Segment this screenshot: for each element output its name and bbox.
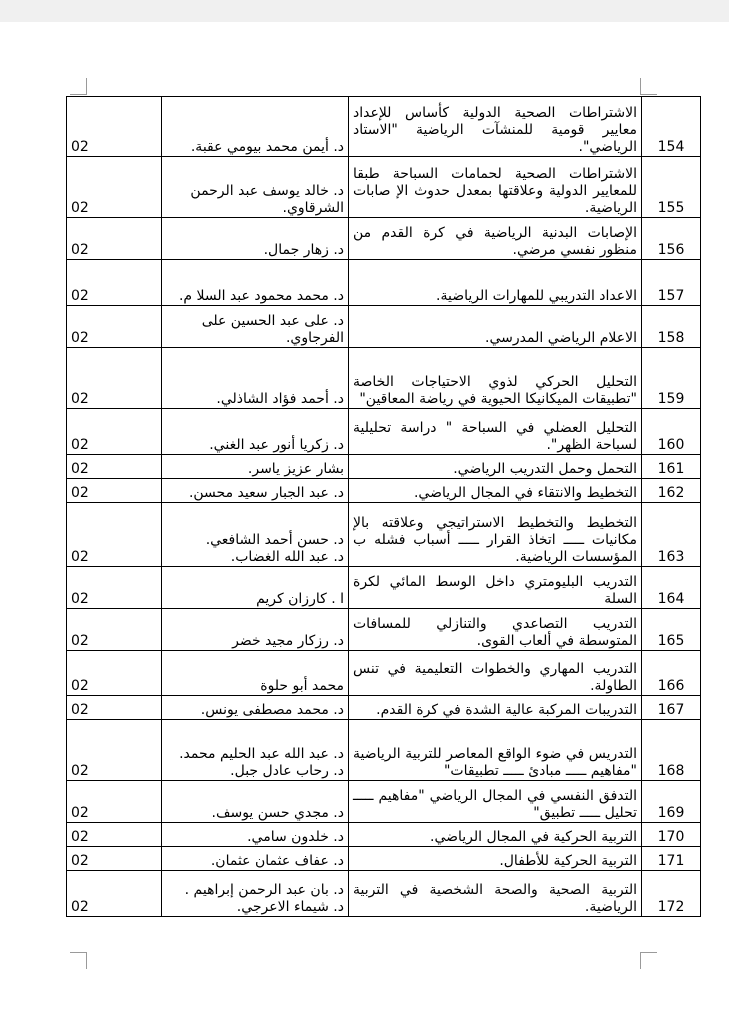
crop-mark-bottom-right <box>640 952 657 969</box>
row-code: 02 <box>67 651 162 696</box>
table-row <box>67 651 701 696</box>
row-number: 172 <box>642 871 701 917</box>
row-author <box>162 503 349 567</box>
author-name: د. رزكار مجيد خضر <box>232 633 344 649</box>
row-code: 02 <box>67 871 162 917</box>
author-name: د. زهار جمال. <box>263 242 344 258</box>
table-row <box>67 455 701 479</box>
row-author <box>162 218 349 260</box>
table-row <box>67 503 701 567</box>
row-code: 02 <box>67 348 162 409</box>
row-author <box>162 871 349 917</box>
row-code: 02 <box>67 847 162 871</box>
row-number: 162 <box>642 479 701 503</box>
row-number: 157 <box>642 260 701 306</box>
row-code: 02 <box>67 157 162 218</box>
author-name-second: د. شيماء الاعرجي. <box>236 899 344 915</box>
table-row <box>67 306 701 348</box>
row-code: 02 <box>67 781 162 823</box>
row-title: التدريس في ضوء الواقع المعاصر للتربية الرياضية "مفاهيم ـــــ مبادئ ـــــ تطبيقات" <box>349 720 642 781</box>
row-title: التخطيط والتخطيط الاستراتيجي وعلاقته بالإ مكانيات ـــــ اتخاذ القرار ـــــ أسباب فشله ب المؤسسات الرياضية. <box>349 503 642 567</box>
row-author <box>162 781 349 823</box>
row-author <box>162 479 349 503</box>
table-row <box>67 157 701 218</box>
author-name: د. محمد مصطفى يونس. <box>200 702 344 718</box>
row-code: 02 <box>67 306 162 348</box>
row-code: 02 <box>67 567 162 609</box>
row-title: الاعلام الرياضي المدرسي. <box>349 306 642 348</box>
author-name: د. خلدون سامي. <box>247 829 344 845</box>
author-name: بشار عزيز ياسر. <box>247 461 344 477</box>
author-name: محمد أبو حلوة <box>260 678 344 694</box>
author-name-second: د. عبد الله الغضاب. <box>230 549 344 565</box>
row-number: 159 <box>642 348 701 409</box>
crop-mark-top-right <box>640 78 657 95</box>
table-row <box>67 696 701 720</box>
row-author <box>162 823 349 847</box>
row-title: التحمل وحمل التدريب الرياضي. <box>349 455 642 479</box>
row-title: التخطيط والانتقاء في المجال الرياضي. <box>349 479 642 503</box>
row-number: 163 <box>642 503 701 567</box>
row-number: 158 <box>642 306 701 348</box>
table-row <box>67 97 701 157</box>
row-number: 155 <box>642 157 701 218</box>
row-title: التربية الصحية والصحة الشخصية في التربية الرياضية. <box>349 871 642 917</box>
book-list-table <box>66 96 701 917</box>
table-row <box>67 781 701 823</box>
table-row <box>67 823 701 847</box>
row-title: التدريبات المركبة عالية الشدة في كرة القدم. <box>349 696 642 720</box>
row-author <box>162 455 349 479</box>
row-author <box>162 97 349 157</box>
row-title: التربية الحركية في المجال الرياضي. <box>349 823 642 847</box>
row-title: الاشتراطات الصحية الدولية كأساس للإعداد معايير قومية للمنشآت الرياضية "الاستاد الرياضي". <box>349 97 642 157</box>
row-number: 154 <box>642 97 701 157</box>
author-name: د. أيمن محمد بيومي عقبة. <box>190 139 344 155</box>
row-code: 02 <box>67 609 162 651</box>
author-name: ا . كارزان كريم <box>256 591 344 607</box>
row-title: التدفق النفسي في المجال الرياضي "مفاهيم ـــــ تحليل ـــــ تطبيق" <box>349 781 642 823</box>
row-title: الإصابات البدنية الرياضية في كرة القدم من منظور نفسي مرضي. <box>349 218 642 260</box>
row-author <box>162 609 349 651</box>
row-title: التدريب البليومتري داخل الوسط المائي لكرة السلة <box>349 567 642 609</box>
row-title: التحليل العضلي في السباحة " دراسة تحليلية لسباحة الظهر". <box>349 409 642 455</box>
table-row <box>67 218 701 260</box>
crop-mark-bottom-left <box>70 952 87 969</box>
row-title: التدريب المهاري والخطوات التعليمية في تنس الطاولة. <box>349 651 642 696</box>
crop-mark-top-left <box>70 78 87 95</box>
author-name: د. خالد يوسف عبد الرحمن الشرقاوي. <box>190 183 344 216</box>
author-name: د. عبد الله عبد الحليم محمد. <box>179 746 344 762</box>
table-row <box>67 348 701 409</box>
row-code: 02 <box>67 97 162 157</box>
row-number: 164 <box>642 567 701 609</box>
row-code: 02 <box>67 479 162 503</box>
row-number: 169 <box>642 781 701 823</box>
row-author <box>162 348 349 409</box>
row-title: التدريب التصاعدي والتنازلي للمسافات المتوسطة في ألعاب القوى. <box>349 609 642 651</box>
author-name: د. حسن أحمد الشافعي. <box>205 532 344 548</box>
author-name: د. محمد محمود عبد السلا م. <box>178 288 344 304</box>
table-row <box>67 567 701 609</box>
row-number: 165 <box>642 609 701 651</box>
author-name: د. بان عبد الرحمن إبراهيم . <box>184 882 344 898</box>
row-code: 02 <box>67 455 162 479</box>
row-author <box>162 157 349 218</box>
table-row <box>67 609 701 651</box>
row-number: 156 <box>642 218 701 260</box>
row-author <box>162 696 349 720</box>
author-name: د. عبد الجبار سعيد محسن. <box>188 485 344 501</box>
author-name: د. أحمد فؤاد الشاذلي. <box>216 391 344 407</box>
row-code: 02 <box>67 696 162 720</box>
row-number: 166 <box>642 651 701 696</box>
row-author <box>162 651 349 696</box>
row-number: 160 <box>642 409 701 455</box>
table-row <box>67 871 701 917</box>
table-row <box>67 409 701 455</box>
row-number: 168 <box>642 720 701 781</box>
author-name: د. عفاف عثمان عثمان. <box>210 853 344 869</box>
row-author <box>162 306 349 348</box>
row-title: الاعداد التدريبي للمهارات الرياضية. <box>349 260 642 306</box>
row-code: 02 <box>67 409 162 455</box>
row-title: التحليل الحركي لذوي الاحتياجات الخاصة "تطبيقات الميكانيكا الحيوية في رياضة المعاقين" <box>349 348 642 409</box>
row-code: 02 <box>67 260 162 306</box>
row-author <box>162 409 349 455</box>
row-code: 02 <box>67 823 162 847</box>
table-row <box>67 479 701 503</box>
row-number: 167 <box>642 696 701 720</box>
viewer-top-bar <box>0 0 729 22</box>
author-name: د. على عبد الحسين على الفرجاوي. <box>201 313 344 346</box>
row-author <box>162 720 349 781</box>
table-row <box>67 260 701 306</box>
row-number: 170 <box>642 823 701 847</box>
row-code: 02 <box>67 218 162 260</box>
author-name-second: د. رحاب عادل جبل. <box>230 763 344 779</box>
book-list-body <box>67 97 701 917</box>
table-row <box>67 720 701 781</box>
author-name: د. مجدي حسن يوسف. <box>211 805 344 821</box>
row-code: 02 <box>67 720 162 781</box>
table-row <box>67 847 701 871</box>
row-author <box>162 847 349 871</box>
row-number: 161 <box>642 455 701 479</box>
row-author <box>162 567 349 609</box>
row-title: الاشتراطات الصحية لحمامات السباحة طبقا للمعايير الدولية وعلاقتها بمعدل حدوث الإ صابات الرياضية. <box>349 157 642 218</box>
row-author <box>162 260 349 306</box>
row-code: 02 <box>67 503 162 567</box>
row-title: التربية الحركية للأطفال. <box>349 847 642 871</box>
author-name: د. زكريا أنور عبد الغني. <box>209 437 344 453</box>
row-number: 171 <box>642 847 701 871</box>
